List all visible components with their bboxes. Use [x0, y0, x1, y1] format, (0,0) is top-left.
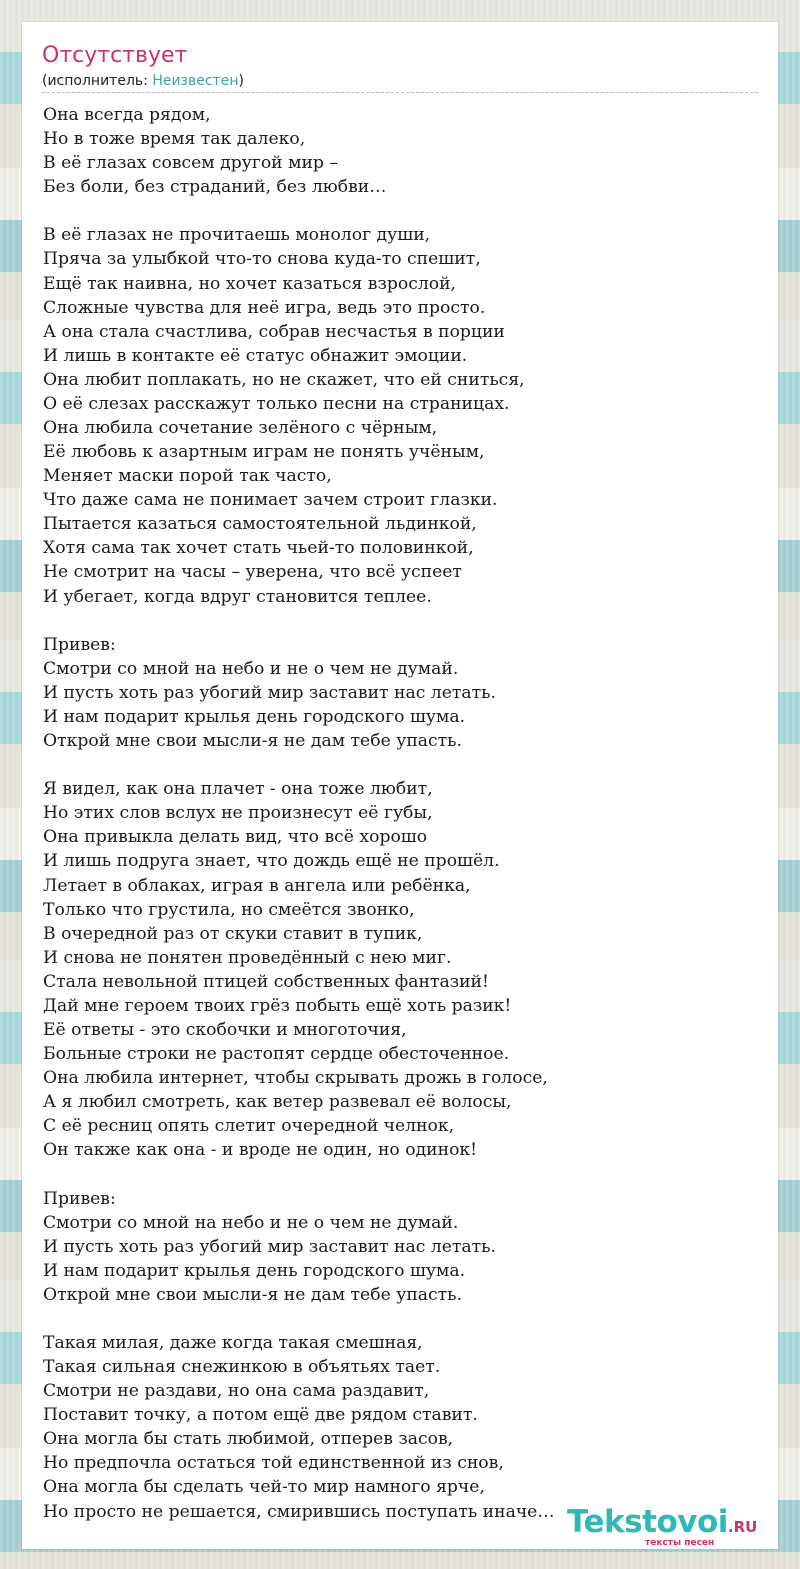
lyrics-card: [22, 22, 778, 1549]
lyric-line: Больные строки не растопят сердце обесточенное.: [43, 1044, 510, 1065]
lyric-line: Привев:: [43, 1188, 116, 1209]
site-logo[interactable]: [567, 1503, 777, 1555]
lyric-line: Её любовь к азартным играм не понять учёным,: [43, 442, 485, 463]
lyric-line: Она любила интернет, чтобы скрывать дрожь в голосе,: [43, 1068, 548, 1089]
artist-prefix: (исполнитель:: [42, 73, 153, 89]
lyric-line: И убегает, когда вдруг становится теплее.: [43, 586, 432, 607]
lyric-line: Поставит точку, а потом ещё две рядом ставит.: [43, 1405, 478, 1426]
lyric-line: Открой мне свои мысли-я не дам тебе упасть.: [43, 1284, 462, 1305]
lyric-line: Смотри со мной на небо и не о чем не думай.: [43, 1212, 459, 1233]
lyric-line: Она могла бы сделать чей-то мир намного ярче,: [43, 1477, 485, 1498]
lyrics-text: [43, 103, 759, 1524]
lyric-line: Ещё так наивна, но хочет казаться взрослой,: [43, 273, 457, 294]
lyric-line: Но в тоже время так далеко,: [43, 129, 306, 150]
lyric-line: И пусть хоть раз убогий мир заставит нас летать.: [43, 1236, 496, 1257]
lyric-line: Она привыкла делать вид, что всё хорошо: [43, 827, 428, 848]
lyric-line: Стала невольной птицей собственных фантазий!: [43, 971, 489, 992]
stanza-break: [43, 199, 759, 223]
lyric-line: Такая милая, даже когда такая смешная,: [43, 1332, 423, 1353]
lyric-line: Такая сильная снежинкою в объятьях тает.: [43, 1357, 441, 1378]
lyric-line: Я видел, как она плачет - она тоже любит,: [43, 779, 433, 800]
lyric-line: Смотри не раздави, но она сама раздавит,: [43, 1381, 430, 1402]
lyric-line: С её ресниц опять слетит очередной челнок,: [43, 1116, 455, 1137]
lyric-line: Но этих слов вслух не произнесут её губы,: [43, 803, 433, 824]
lyric-line: Летает в облаках, играя в ангела или ребёнка,: [43, 875, 471, 896]
lyric-line: Он также как она - и вроде не один, но одинок!: [43, 1140, 478, 1161]
song-header: [42, 42, 758, 93]
lyric-line: И лишь подруга знает, что дождь ещё не прошёл.: [43, 851, 500, 872]
lyric-line: В её глазах не прочитаешь монолог души,: [43, 225, 431, 246]
lyric-line: И пусть хоть раз убогий мир заставит нас летать.: [43, 682, 496, 703]
lyric-line: Она любила сочетание зелёного с чёрным,: [43, 418, 438, 439]
lyric-line: И нам подарит крылья день городского шума.: [43, 1260, 466, 1281]
lyric-line: Открой мне свои мысли-я не дам тебе упасть.: [43, 731, 462, 752]
lyric-line: Её ответы - это скобочки и многоточия,: [43, 1019, 407, 1040]
logo-tld: .RU: [727, 1518, 758, 1536]
logo-name: Tekstovoi: [567, 1504, 728, 1540]
lyric-line: Она любит поплакать, но не скажет, что ей сниться,: [43, 369, 525, 390]
lyric-line: Только что грустила, но смеётся звонко,: [43, 899, 415, 920]
song-title: Отсутствует: [42, 43, 188, 68]
lyric-line: Она всегда рядом,: [43, 105, 211, 125]
lyric-line: И нам подарит крылья день городского шума.: [43, 706, 466, 727]
lyric-line: Не смотрит на часы – уверена, что всё успеет: [43, 562, 462, 583]
lyric-line: Но предпочла остаться той единственной из снов,: [43, 1453, 504, 1474]
lyric-line: Что даже сама не понимает зачем строит глазки.: [43, 490, 498, 511]
artist-line: [42, 72, 758, 93]
lyric-line: Но просто не решается, смирившись поступать иначе…: [43, 1501, 555, 1522]
stanza-break: [43, 1307, 759, 1331]
lyric-line: Дай мне героем твоих грёз побыть ещё хоть разик!: [43, 995, 512, 1016]
lyric-line: А она стала счастлива, собрав несчастья в порции: [43, 321, 505, 342]
lyric-line: В её глазах совсем другой мир –: [43, 153, 338, 174]
lyric-line: В очередной раз от скуки ставит в тупик,: [43, 923, 423, 944]
lyric-line: И лишь в контакте её статус обнажит эмоции.: [43, 345, 468, 366]
lyric-line: Она могла бы стать любимой, отперев засов,: [43, 1429, 454, 1450]
lyric-line: И снова не понятен проведённый с нею миг.: [43, 947, 452, 968]
artist-link[interactable]: Неизвестен: [152, 73, 239, 89]
artist-suffix: ): [238, 73, 244, 89]
lyric-line: О её слезах расскажут только песни на страницах.: [43, 393, 510, 414]
lyric-line: Сложные чувства для неё игра, ведь это просто.: [43, 297, 486, 318]
stanza-break: [43, 609, 759, 633]
lyric-line: Привев:: [43, 634, 116, 655]
lyric-line: Меняет маски порой так часто,: [43, 466, 332, 487]
lyric-line: Хотя сама так хочет стать чьей-то половинкой,: [43, 538, 474, 559]
lyric-line: Без боли, без страданий, без любви…: [43, 177, 387, 198]
lyric-line: Пряча за улыбкой что-то снова куда-то спешит,: [43, 249, 481, 270]
stanza-break: [43, 1162, 759, 1186]
lyric-line: А я любил смотреть, как ветер развевал её волосы,: [43, 1092, 512, 1113]
stanza-break: [43, 753, 759, 777]
lyric-line: Смотри со мной на небо и не о чем не думай.: [43, 658, 459, 679]
lyric-line: Пытается казаться самостоятельной льдинкой,: [43, 514, 477, 535]
logo-tagline: тексты песен: [645, 1538, 715, 1548]
